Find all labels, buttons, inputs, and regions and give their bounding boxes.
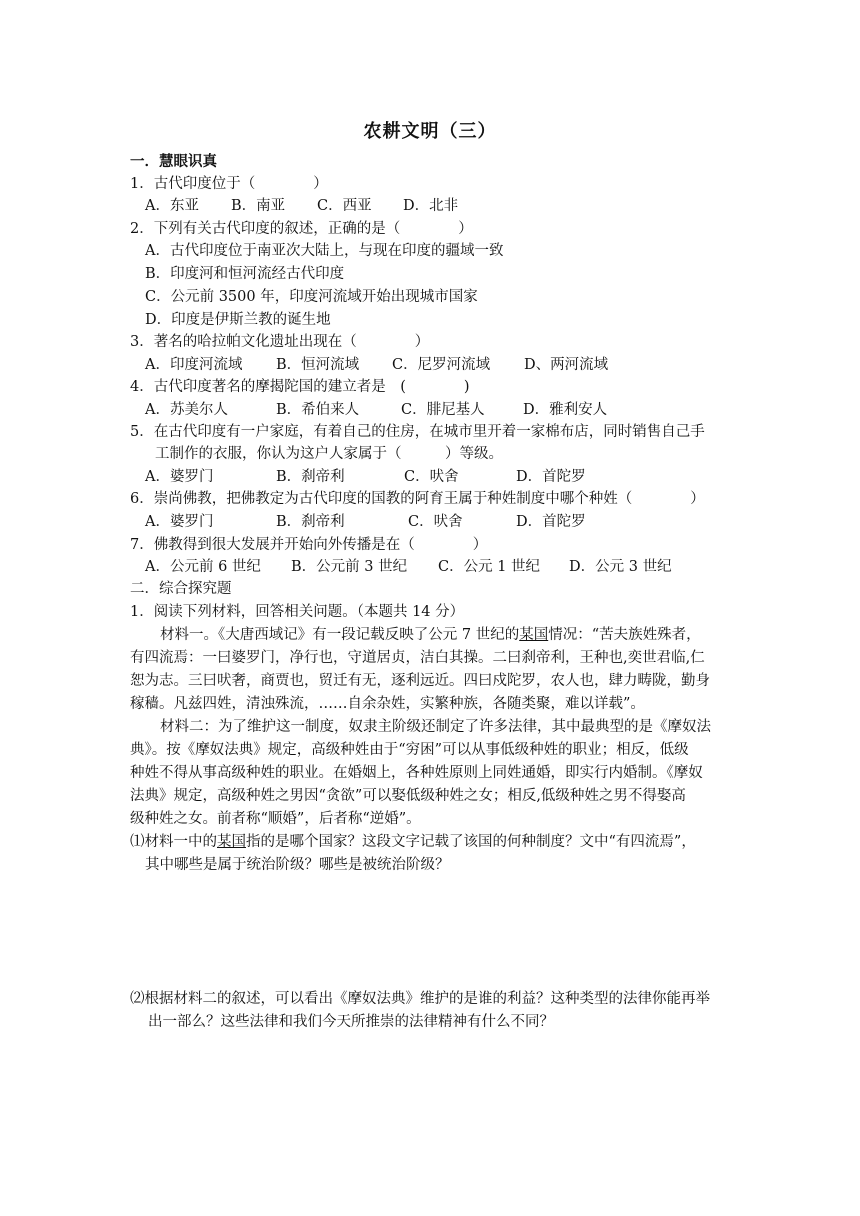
option-c: C．腓尼基人: [401, 402, 485, 418]
question-4-stem: 4．古代印度著名的摩揭陀国的建立者是 ( ): [130, 379, 470, 395]
sub-question-1-line1: [130, 832, 696, 852]
sub-question-1-post: 指的是哪个国家？这段文字记载了该国的何种制度？文中“有四流焉”，: [246, 834, 696, 850]
option-b: B．希伯来人: [276, 402, 360, 418]
option-c: C．尼罗河流域: [392, 357, 491, 373]
question-4-options: [145, 400, 665, 420]
sub-question-1-line2: 其中哪些是属于统治阶级？哪些是被统治阶级？: [145, 857, 450, 873]
option-b: B．刹帝利: [276, 514, 345, 530]
option-a: A．公元前 6 世纪: [145, 559, 261, 575]
material-1-line3: 恕为志。三曰吠奢，商贾也，贸迁有无，逐利远近。四曰戍陀罗，农人也，肆力畴陇，勤身: [130, 673, 710, 689]
option-b: B．刹帝利: [276, 469, 345, 485]
option-d: D．首陀罗: [516, 514, 586, 530]
material-2-line3: 种姓不得从事高级种姓的职业。在婚姻上，各种姓原则上同姓通婚，即实行内婚制。《摩奴: [130, 765, 703, 781]
material-1-line4: 稼穑。凡兹四姓，清浊殊流，……自余杂姓，实繁种族，各随类聚，难以详载”。: [130, 696, 645, 712]
question-2-option-c: C．公元前 3500 年，印度河流域开始出现城市国家: [145, 289, 478, 305]
sub-question-1-pre: ⑴材料一中的: [130, 834, 217, 850]
question-6-options: [145, 512, 665, 532]
material-2-line5: 级种姓之女。前者称“顺婚”，后者称“逆婚”。: [130, 811, 421, 827]
option-d: D．首陀罗: [516, 469, 586, 485]
material-2-line4: 法典》规定，高级种姓之男因“贪欲”可以娶低级种姓之女；相反,低级种姓之男不得娶高: [130, 788, 686, 804]
question-3-options: [145, 355, 665, 375]
material-2-line1: 材料二：为了维护这一制度，奴隶主阶级还制定了许多法律，其中最典型的是《摩奴法: [160, 719, 711, 735]
option-a: A．苏美尔人: [145, 402, 228, 418]
question-7-options: [145, 557, 685, 577]
question-2-stem: 2．下列有关古代印度的叙述，正确的是（ ）: [130, 221, 473, 237]
option-a: A．婆罗门: [145, 514, 214, 530]
question-5-stem-line2: 工制作的衣服，你认为这户人家属于（ ）等级。: [155, 446, 503, 462]
material-1-line1-post: 情况：“苦夫族姓殊者，: [548, 627, 701, 643]
section-heading-choice: 一．慧眼识真: [130, 154, 217, 170]
underlined-term: 某国: [519, 627, 549, 643]
material-2-line2: 典》。按《摩奴法典》规定，高级种姓由于“穷困”可以从事低级种姓的职业；相反，低级: [130, 742, 689, 758]
option-c: C．公元 1 世纪: [438, 559, 541, 575]
question-5-options: [145, 467, 665, 487]
option-a: A．婆罗门: [145, 469, 214, 485]
sub-question-2-line2: 出一部么？这些法律和我们今天所推崇的法律精神有什么不同？: [148, 1014, 554, 1030]
option-d: D．北非: [403, 198, 459, 214]
option-c: C．吠舍: [404, 469, 459, 485]
material-1-line1-pre: 材料一。《大唐西域记》有一段记载反映了公元 7 世纪的: [160, 627, 520, 643]
section-heading-inquiry: 二．综合探究题: [130, 581, 232, 597]
option-c: C．吠舍: [408, 514, 463, 530]
question-6-stem: 6．崇尚佛教，把佛教定为古代印度的国教的阿育王属于种姓制度中哪个种姓（ ）: [130, 491, 705, 507]
option-b: B．公元前 3 世纪: [291, 559, 408, 575]
option-a: A．印度河流域: [145, 357, 243, 373]
option-a: A．东亚: [145, 198, 199, 214]
material-1-line2: 有四流焉：一曰婆罗门，净行也，守道居贞，洁白其操。二曰刹帝利，王种也,奕世君临,仁: [130, 650, 705, 666]
question-1-stem: 1．古代印度位于（ ）: [130, 176, 328, 192]
option-d: D、两河流域: [524, 357, 609, 373]
question-7-stem: 7．佛教得到很大发展并开始向外传播是在（ ）: [130, 537, 488, 553]
option-d: D．雅利安人: [523, 402, 608, 418]
question-1-options: [145, 196, 545, 216]
question-5-stem-line1: 5．在古代印度有一户家庭，有着自己的住房，在城市里开着一家棉布店，同时销售自己手: [130, 424, 705, 440]
sub-question-2-line1: ⑵根据材料二的叙述，可以看出《摩奴法典》维护的是谁的利益？这种类型的法律你能再举: [130, 991, 710, 1007]
question-2-option-d: D．印度是伊斯兰教的诞生地: [145, 312, 331, 328]
option-c: C．西亚: [317, 198, 372, 214]
option-b: B．恒河流域: [276, 357, 360, 373]
page-title: 农耕文明（三）: [363, 121, 497, 142]
material-1-line1: [160, 625, 701, 645]
question-2-option-b: B．印度河和恒河流经古代印度: [145, 266, 345, 282]
question-2-option-a: A．古代印度位于南亚次大陆上，与现在印度的疆域一致: [145, 243, 504, 259]
question-3-stem: 3．著名的哈拉帕文化遗址出现在（ ）: [130, 334, 430, 350]
option-d: D．公元 3 世纪: [569, 559, 672, 575]
inquiry-question-1-stem: 1．阅读下列材料，回答相关问题。（本题共 14 分）: [130, 604, 465, 620]
underlined-term: 某国: [217, 834, 246, 850]
option-b: B．南亚: [231, 198, 286, 214]
